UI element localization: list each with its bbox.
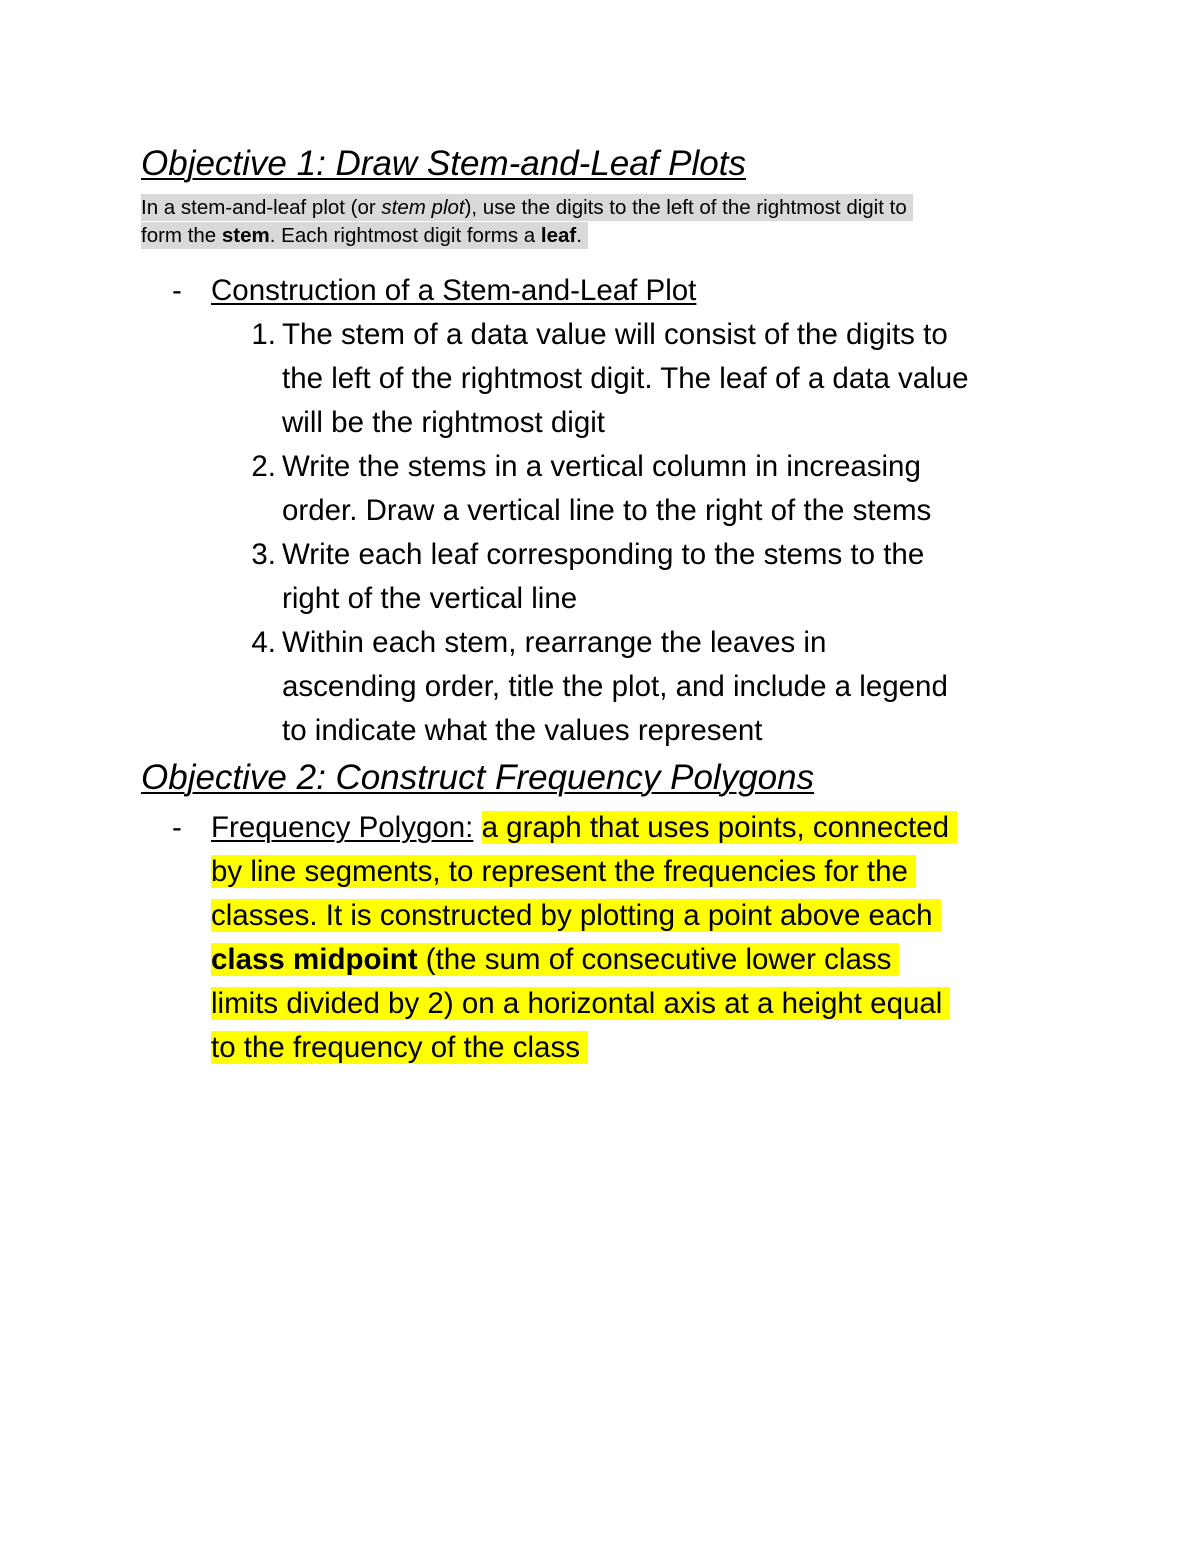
step-line: Write each leaf corresponding to the stems to the — [282, 538, 925, 571]
frequency-polygon-line-2 — [211, 850, 916, 894]
definition-text: . Each rightmost digit forms a — [269, 224, 541, 247]
definition-bold-term: stem — [221, 224, 270, 247]
step-line: will be the rightmost digit — [282, 406, 606, 439]
objective-2-heading: Objective 2: Construct Frequency Polygons — [141, 758, 815, 797]
highlighted-definition: classes. It is constructed by plotting a point above each — [211, 899, 941, 932]
step-number: 1. — [251, 318, 276, 351]
frequency-polygon-line-4 — [211, 938, 899, 982]
step-number: 2. — [251, 450, 276, 483]
highlighted-definition: a graph that uses points, connected — [482, 811, 957, 844]
step-line: order. Draw a vertical line to the right of the stems — [282, 494, 932, 527]
step-line: right of the vertical line — [282, 582, 578, 615]
step-line: The stem of a data value will consist of the digits to — [282, 318, 948, 351]
definition-italic-term: stem plot — [381, 196, 465, 219]
frequency-polygon-line-1 — [211, 806, 957, 850]
bullet-dash: - — [172, 274, 182, 307]
class-midpoint-term: class midpoint — [211, 943, 418, 976]
step-line: ascending order, title the plot, and include a legend — [282, 670, 948, 703]
definition-text: form the — [141, 224, 222, 247]
step-line: the left of the rightmost digit. The leaf of a data value — [282, 362, 969, 395]
highlighted-text: (the sum of consecutive lower class — [417, 943, 892, 976]
step-line: to indicate what the values represent — [282, 714, 763, 747]
step-number: 4. — [251, 626, 276, 659]
frequency-polygon-line-3 — [211, 894, 941, 938]
objective-1-heading: Objective 1: Draw Stem-and-Leaf Plots — [141, 144, 746, 183]
definition-bold-term: leaf — [540, 224, 577, 247]
definition-text: ), use the digits to the left of the rightmost digit to — [464, 196, 907, 219]
construction-label: Construction of a Stem-and-Leaf Plot — [211, 274, 697, 307]
highlighted-definition — [211, 943, 899, 976]
step-line: Write the stems in a vertical column in increasing — [282, 450, 921, 483]
frequency-polygon-term: Frequency Polygon: — [211, 811, 474, 844]
definition-text: In a stem-and-leaf plot (or — [141, 196, 382, 219]
highlighted-definition: by line segments, to represent the frequencies for the — [211, 855, 916, 888]
definition-line-2 — [141, 222, 588, 249]
highlighted-definition: limits divided by 2) on a horizontal axis at a height equal — [211, 987, 950, 1020]
highlighted-definition: to the frequency of the class — [211, 1031, 588, 1064]
definition-line-1 — [141, 194, 913, 221]
step-number: 3. — [251, 538, 276, 571]
step-line: Within each stem, rearrange the leaves in — [282, 626, 827, 659]
frequency-polygon-line-5 — [211, 982, 950, 1026]
frequency-polygon-line-6 — [211, 1026, 588, 1070]
definition-text: . — [576, 224, 582, 247]
bullet-dash: - — [172, 811, 182, 844]
